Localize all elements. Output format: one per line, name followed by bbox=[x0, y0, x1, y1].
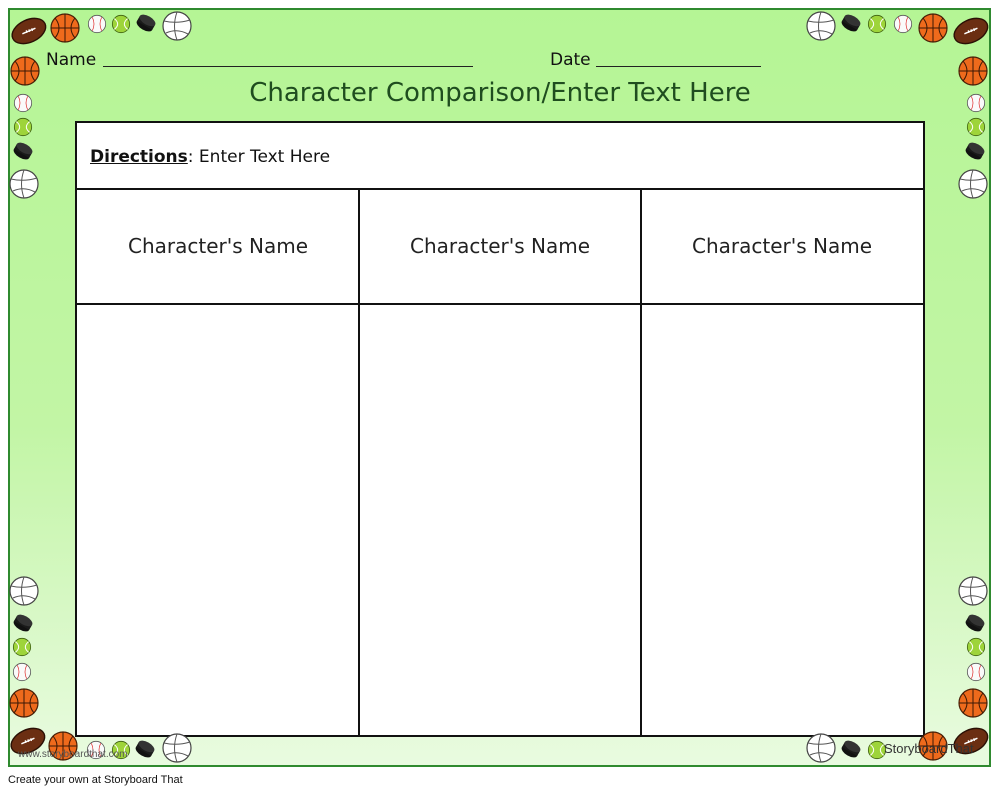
baseball-icon bbox=[12, 662, 32, 686]
volleyball-icon bbox=[162, 11, 192, 45]
volleyball-icon bbox=[162, 733, 192, 767]
basketball-icon bbox=[10, 56, 40, 90]
date-field-line[interactable] bbox=[596, 66, 761, 67]
baseball-icon bbox=[13, 93, 33, 117]
hockey-puck-icon bbox=[12, 612, 34, 638]
hockey-puck-icon bbox=[964, 140, 986, 166]
column-heading-2[interactable]: Character's Name bbox=[409, 234, 591, 258]
volleyball-icon bbox=[9, 576, 39, 610]
comparison-table bbox=[75, 121, 925, 737]
tennis-ball-icon bbox=[867, 14, 887, 38]
date-label: Date bbox=[550, 50, 591, 70]
volleyball-icon bbox=[958, 169, 988, 203]
basketball-icon bbox=[918, 13, 948, 47]
baseball-icon bbox=[966, 93, 986, 117]
column-cell-3[interactable] bbox=[642, 305, 923, 735]
name-label: Name bbox=[46, 50, 97, 70]
hockey-puck-icon bbox=[840, 738, 862, 764]
footer-credit: Create your own at Storyboard That bbox=[8, 774, 183, 786]
football-icon bbox=[10, 17, 48, 49]
volleyball-icon bbox=[806, 733, 836, 767]
hockey-puck-icon bbox=[964, 612, 986, 638]
column-cell-1[interactable] bbox=[77, 305, 358, 735]
column-cell-2[interactable] bbox=[360, 305, 640, 735]
baseball-icon bbox=[893, 14, 913, 38]
tennis-ball-icon bbox=[966, 117, 986, 141]
tennis-ball-icon bbox=[111, 14, 131, 38]
volleyball-icon bbox=[9, 169, 39, 203]
hockey-puck-icon bbox=[12, 140, 34, 166]
directions-label: Directions bbox=[90, 147, 188, 167]
hockey-puck-icon bbox=[135, 12, 157, 38]
tennis-ball-icon bbox=[13, 117, 33, 141]
basketball-icon bbox=[958, 56, 988, 90]
name-field-line[interactable] bbox=[103, 66, 473, 67]
column-heading-3[interactable]: Character's Name bbox=[691, 234, 873, 258]
column-heading-1[interactable]: Character's Name bbox=[127, 234, 309, 258]
baseball-icon bbox=[87, 14, 107, 38]
basketball-icon bbox=[50, 13, 80, 47]
baseball-icon bbox=[966, 662, 986, 686]
page-title[interactable]: Character Comparison/Enter Text Here bbox=[249, 78, 751, 108]
watermark-right: StoryboardThat bbox=[884, 741, 974, 756]
volleyball-icon bbox=[958, 576, 988, 610]
volleyball-icon bbox=[806, 11, 836, 45]
hockey-puck-icon bbox=[134, 738, 156, 764]
football-icon bbox=[952, 17, 990, 49]
basketball-icon bbox=[9, 688, 39, 722]
basketball-icon bbox=[958, 688, 988, 722]
hockey-puck-icon bbox=[840, 12, 862, 38]
watermark-left: www.storyboardthat.com bbox=[18, 749, 128, 760]
tennis-ball-icon bbox=[966, 637, 986, 661]
tennis-ball-icon bbox=[12, 637, 32, 661]
directions[interactable] bbox=[90, 147, 330, 167]
directions-text: : Enter Text Here bbox=[187, 147, 331, 167]
